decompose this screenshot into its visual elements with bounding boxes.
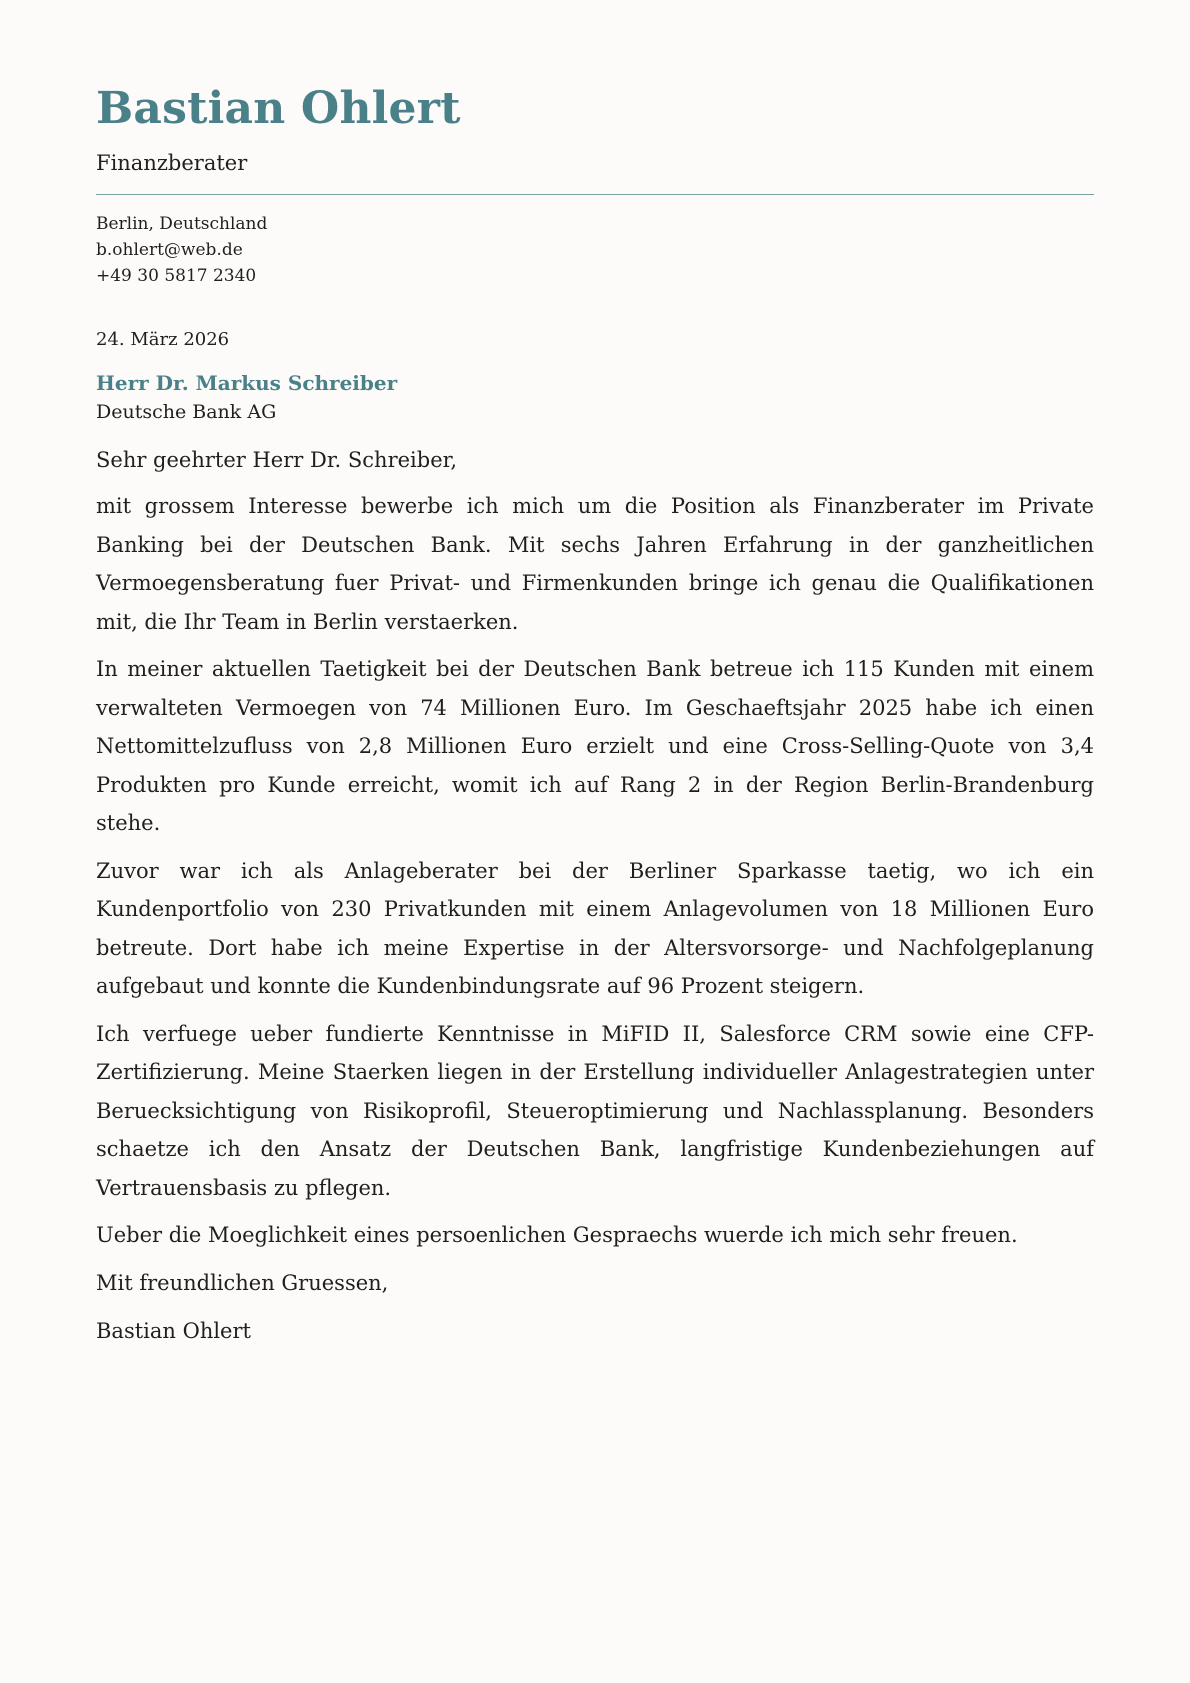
signature: Bastian Ohlert [96,1318,251,1343]
sender-role: Finanzberater [96,151,248,175]
body-paragraph: In meiner aktuellen Taetigkeit bei der Deutschen Bank betreue ich 115 Kunden mit einem verwalteten Vermoegen von 74 Millionen Euro. Im Geschaeftsjahr 2025 habe ich einen Nettomittelzufluss von 2,8 Millionen Euro erzielt und eine Cross-Selling-Quote von 3,4 Produkten pro Kunde erreicht, womit ich auf Rang 2 in der Region Berlin-Brandenburg stehe. [96,657,1094,835]
contact-phone: +49 30 5817 2340 [96,266,257,286]
body-paragraph: mit grossem Interesse bewerbe ich mich um die Position als Finanzberater im Private Banking bei der Deutschen Bank. Mit sechs Jahren Erfahrung in der ganzheitlichen Vermoegensberatung fuer Privat- und Firmenkunden bringe ich genau die Qualifikationen mit, die Ihr Team in Berlin verstaerken. [96,494,1094,634]
salutation: Sehr geehrter Herr Dr. Schreiber, [96,448,458,472]
recipient-name: Herr Dr. Markus Schreiber [96,371,398,395]
body-paragraph: Ueber die Moeglichkeit eines persoenlichen Gespraechs wuerde ich mich sehr freuen. [96,1223,1018,1247]
contact-location: Berlin, Deutschland [96,214,268,234]
body-paragraph: Ich verfuege ueber fundierte Kenntnisse in MiFID II, Salesforce CRM sowie eine CFP-Zertifizierung. Meine Staerken liegen in der Erstellung individueller Anlagestrategien unter Beruecksichtigung von Risikoprofil, Steueroptimierung und Nachlassplanung. Besonders schaetze ich den Ansatz der Deutschen Bank, langfristige Kundenbeziehungen auf Vertrauensbasis zu pflegen. [96,1021,1094,1200]
header-divider [96,194,1094,195]
contact-email: b.ohlert@web.de [96,240,243,260]
contact-block [96,211,1094,289]
sender-name: Bastian Ohlert [96,83,461,134]
body-paragraph: Zuvor war ich als Anlageberater bei der Berliner Sparkasse taetig, wo ich ein Kundenportfolio von 230 Privatkunden mit einem Anlagevolumen von 18 Millionen Euro betreute. Dort habe ich meine Expertise in der Altersvorsorge- und Nachfolgeplanung aufgebaut und konnte die Kundenbindungsrate auf 96 Prozent steigern. [96,858,1094,998]
recipient-company: Deutsche Bank AG [96,401,277,423]
closing: Mit freundlichen Gruessen, [96,1270,389,1295]
letter-date: 24. März 2026 [96,329,230,350]
